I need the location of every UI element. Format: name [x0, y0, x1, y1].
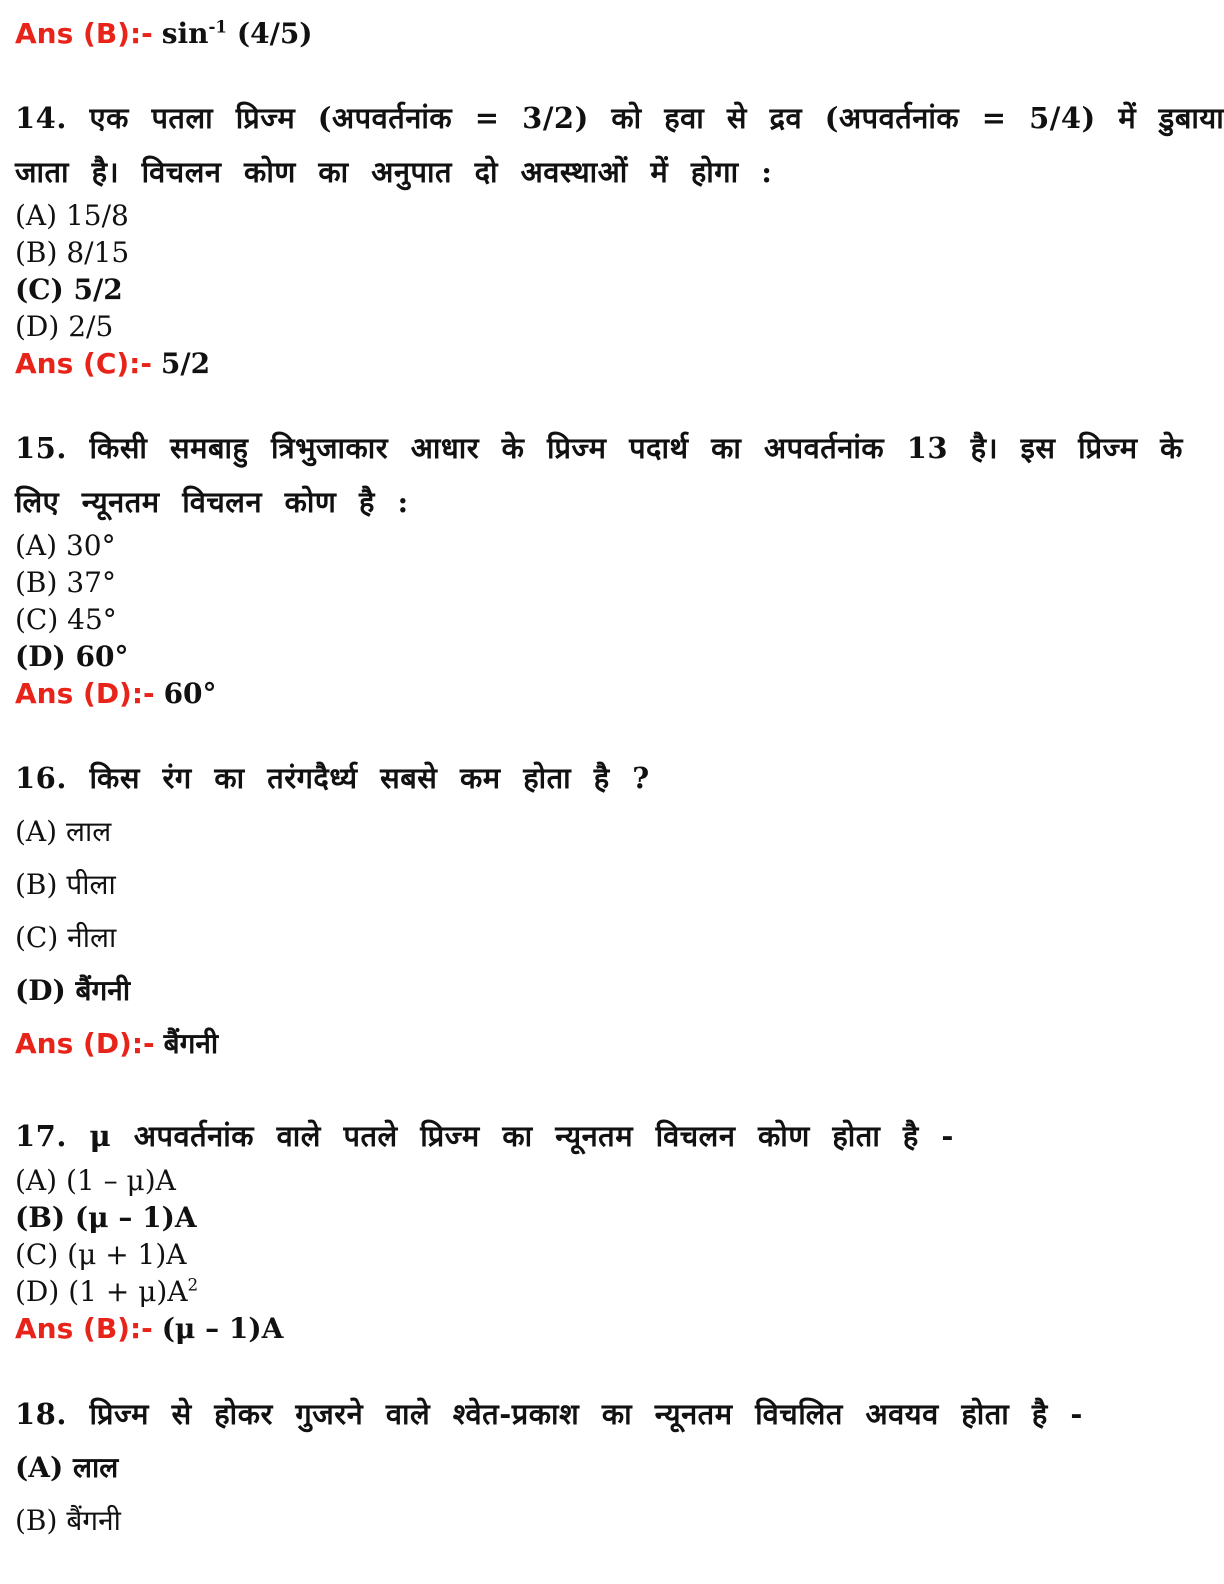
answer-line-q17 — [15, 1311, 283, 1347]
question-18-line-1: 18. प्रिज्म से होकर गुजरने वाले श्वेत-प्रकाश का न्यूनतम विचलित अवयव होता है - — [15, 1397, 1083, 1431]
answer-value: बैंगनी — [163, 1027, 219, 1060]
q17-option-d-text: (D) (1 + μ)A — [15, 1275, 188, 1308]
q16-option-d: (D) बैंगनी — [15, 974, 131, 1007]
answer-line-q16 — [15, 1026, 218, 1062]
q16-option-c: (C) नीला — [15, 921, 117, 954]
q17-option-a: (A) (1 – μ)A — [15, 1164, 176, 1197]
q16-option-b: (B) पीला — [15, 868, 116, 901]
answer-value-func: sin — [161, 17, 209, 50]
q17-option-c: (C) (μ + 1)A — [15, 1238, 187, 1271]
answer-value — [162, 17, 313, 50]
question-14-line-2: जाता है। विचलन कोण का अनुपात दो अवस्थाओं में होगा : — [15, 155, 773, 189]
answer-value-arg: (4/5) — [227, 17, 313, 50]
answer-label: Ans (D):- — [15, 677, 155, 710]
answer-value: 5/2 — [160, 347, 211, 380]
q18-option-b: (B) बैंगनी — [15, 1504, 121, 1537]
q17-option-b: (B) (μ – 1)A — [15, 1201, 197, 1234]
q15-option-c: (C) 45° — [15, 603, 117, 636]
answer-line-q15 — [15, 676, 217, 712]
q17-option-d — [15, 1274, 198, 1310]
q15-option-d: (D) 60° — [15, 640, 129, 673]
q14-option-d: (D) 2/5 — [15, 310, 114, 343]
answer-label: Ans (C):- — [15, 347, 152, 380]
answer-value: (μ – 1)A — [161, 1312, 284, 1345]
q14-option-b: (B) 8/15 — [15, 236, 130, 269]
question-15-line-2: लिए न्यूनतम विचलन कोण है : — [15, 485, 409, 519]
question-14-line-1: 14. एक पतला प्रिज्म (अपवर्तनांक = 3/2) को हवा से द्रव (अपवर्तनांक = 5/4) में डुबाया — [15, 101, 1224, 135]
q17-option-d-exponent: 2 — [187, 1274, 199, 1295]
q16-option-a: (A) लाल — [15, 815, 112, 848]
q14-option-c: (C) 5/2 — [15, 273, 123, 306]
q15-option-b: (B) 37° — [15, 566, 116, 599]
answer-label: Ans (B):- — [15, 17, 153, 50]
answer-value: 60° — [163, 677, 217, 710]
q14-option-a: (A) 15/8 — [15, 199, 129, 232]
q15-option-a: (A) 30° — [15, 529, 116, 562]
answer-line-q14 — [15, 346, 210, 382]
answer-label: Ans (D):- — [15, 1027, 155, 1060]
answer-line-q13 — [15, 16, 313, 52]
answer-label: Ans (B):- — [15, 1312, 153, 1345]
answer-value-exponent: -1 — [208, 16, 228, 37]
question-17-line-1: 17. μ अपवर्तनांक वाले पतले प्रिज्म का न्यूनतम विचलन कोण होता है - — [15, 1119, 954, 1153]
q18-option-a: (A) लाल — [15, 1451, 119, 1484]
question-15-line-1: 15. किसी समबाहु त्रिभुजाकार आधार के प्रिज्म पदार्थ का अपवर्तनांक 13 है। इस प्रिज्म के — [15, 431, 1183, 465]
question-16-line-1: 16. किस रंग का तरंगदैर्ध्य सबसे कम होता है ? — [15, 761, 650, 795]
